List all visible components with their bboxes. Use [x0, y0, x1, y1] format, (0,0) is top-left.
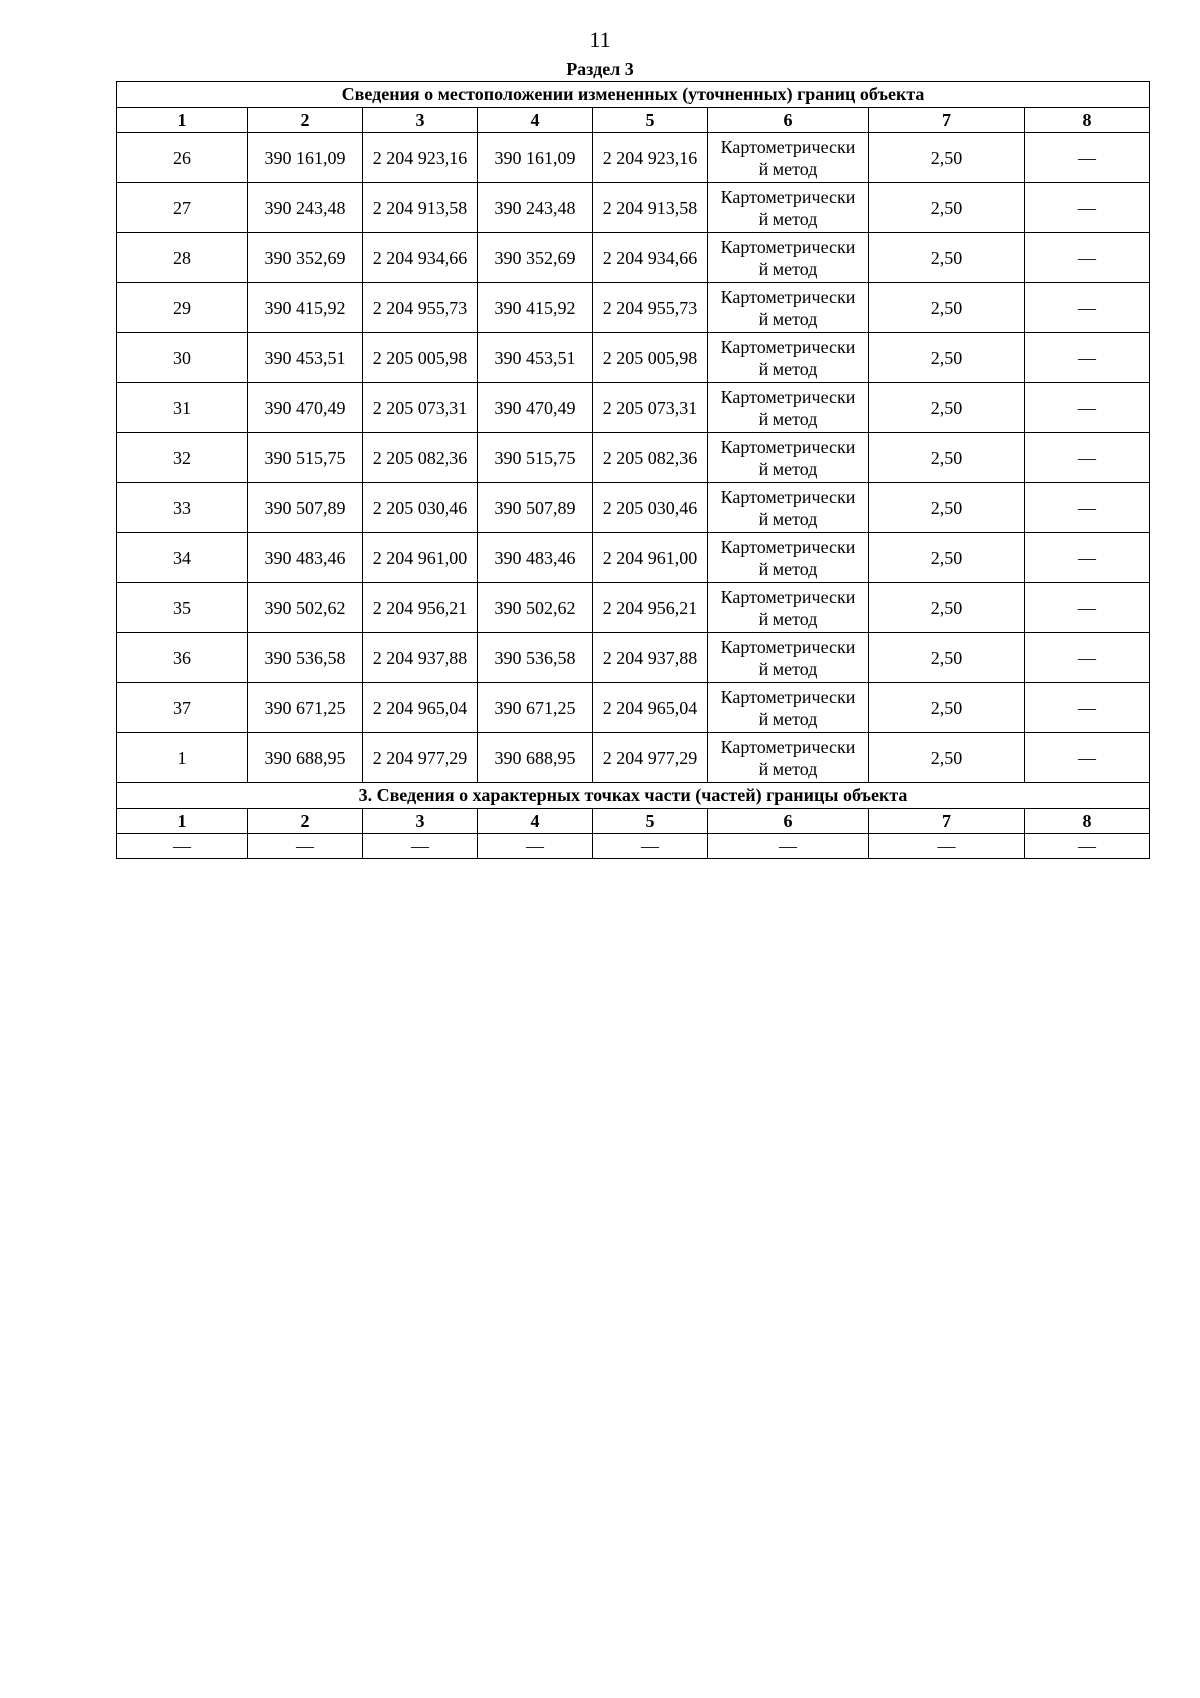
method-cell	[708, 133, 869, 183]
point-number-cell: 1	[117, 733, 248, 783]
x-coordinate-cell: 390 161,09	[248, 133, 363, 183]
point-number-cell: 28	[117, 233, 248, 283]
point-number-cell: 32	[117, 433, 248, 483]
y-coordinate-cell: 2 204 937,88	[363, 633, 478, 683]
method-line-2: й метод	[758, 458, 818, 479]
note-cell: —	[1025, 383, 1150, 433]
point-number-cell: 31	[117, 383, 248, 433]
dash-cell: —	[1025, 834, 1150, 859]
method-line-2: й метод	[758, 708, 818, 729]
y-coordinate-new-cell: 2 204 977,29	[593, 733, 708, 783]
x-coordinate-new-cell: 390 243,48	[478, 183, 593, 233]
point-number-cell: 35	[117, 583, 248, 633]
note-cell: —	[1025, 283, 1150, 333]
method-line-2: й метод	[758, 758, 818, 779]
method-line-1: Картометрически	[720, 586, 856, 607]
y-coordinate-new-cell: 2 204 934,66	[593, 233, 708, 283]
y-coordinate-cell: 2 204 923,16	[363, 133, 478, 183]
method-line-2: й метод	[758, 608, 818, 629]
y-coordinate-cell: 2 205 005,98	[363, 333, 478, 383]
method-line-1: Картометрически	[720, 536, 856, 557]
method-line-1: Картометрически	[720, 236, 856, 257]
column-number-cell: 8	[1025, 809, 1150, 834]
point-number-cell: 36	[117, 633, 248, 683]
x-coordinate-cell: 390 483,46	[248, 533, 363, 583]
dash-cell: —	[363, 834, 478, 859]
table-row	[117, 733, 1150, 783]
accuracy-cell: 2,50	[869, 433, 1025, 483]
y-coordinate-cell: 2 204 956,21	[363, 583, 478, 633]
x-coordinate-cell: 390 536,58	[248, 633, 363, 683]
page-number: 11	[589, 27, 611, 52]
point-number-cell: 26	[117, 133, 248, 183]
column-number-cell: 8	[1025, 108, 1150, 133]
method-line-1: Картометрически	[720, 386, 856, 407]
method-line-1: Картометрически	[720, 186, 856, 207]
table-row	[117, 633, 1150, 683]
dash-cell: —	[708, 834, 869, 859]
table-banner: Сведения о местоположении измененных (уточненных) границ объекта	[117, 82, 1150, 108]
table-row	[117, 533, 1150, 583]
method-cell	[708, 733, 869, 783]
method-cell	[708, 333, 869, 383]
dash-cell: —	[593, 834, 708, 859]
empty-data-row	[117, 834, 1150, 859]
y-coordinate-new-cell: 2 204 937,88	[593, 633, 708, 683]
x-coordinate-cell: 390 688,95	[248, 733, 363, 783]
column-number-cell: 6	[708, 108, 869, 133]
column-number-cell: 3	[363, 809, 478, 834]
y-coordinate-new-cell: 2 204 955,73	[593, 283, 708, 333]
table-banner-row	[117, 783, 1150, 809]
y-coordinate-new-cell: 2 205 073,31	[593, 383, 708, 433]
x-coordinate-cell: 390 453,51	[248, 333, 363, 383]
method-cell	[708, 583, 869, 633]
y-coordinate-cell: 2 204 913,58	[363, 183, 478, 233]
method-line-1: Картометрически	[720, 486, 856, 507]
accuracy-cell: 2,50	[869, 583, 1025, 633]
accuracy-cell: 2,50	[869, 383, 1025, 433]
method-line-1: Картометрически	[720, 686, 856, 707]
note-cell: —	[1025, 633, 1150, 683]
dash-cell: —	[869, 834, 1025, 859]
column-number-cell: 1	[117, 809, 248, 834]
table-row	[117, 133, 1150, 183]
accuracy-cell: 2,50	[869, 183, 1025, 233]
method-line-2: й метод	[758, 558, 818, 579]
y-coordinate-new-cell: 2 204 923,16	[593, 133, 708, 183]
x-coordinate-cell: 390 502,62	[248, 583, 363, 633]
y-coordinate-cell: 2 204 934,66	[363, 233, 478, 283]
x-coordinate-cell: 390 243,48	[248, 183, 363, 233]
column-number-cell: 2	[248, 809, 363, 834]
point-number-cell: 27	[117, 183, 248, 233]
note-cell: —	[1025, 433, 1150, 483]
method-cell	[708, 183, 869, 233]
x-coordinate-new-cell: 390 483,46	[478, 533, 593, 583]
table-row	[117, 183, 1150, 233]
point-number-cell: 33	[117, 483, 248, 533]
accuracy-cell: 2,50	[869, 633, 1025, 683]
method-line-1: Картометрически	[720, 436, 856, 457]
note-cell: —	[1025, 183, 1150, 233]
x-coordinate-cell: 390 415,92	[248, 283, 363, 333]
boundary-points-table	[116, 81, 1150, 859]
x-coordinate-cell: 390 352,69	[248, 233, 363, 283]
method-cell	[708, 633, 869, 683]
point-number-cell: 30	[117, 333, 248, 383]
table-row	[117, 233, 1150, 283]
accuracy-cell: 2,50	[869, 533, 1025, 583]
method-cell	[708, 433, 869, 483]
x-coordinate-new-cell: 390 507,89	[478, 483, 593, 533]
column-number-cell: 4	[478, 809, 593, 834]
section-title: Раздел 3	[566, 59, 634, 79]
x-coordinate-new-cell: 390 161,09	[478, 133, 593, 183]
x-coordinate-new-cell: 390 453,51	[478, 333, 593, 383]
method-cell	[708, 233, 869, 283]
table-row	[117, 433, 1150, 483]
column-number-cell: 5	[593, 108, 708, 133]
note-cell: —	[1025, 133, 1150, 183]
x-coordinate-cell: 390 515,75	[248, 433, 363, 483]
y-coordinate-cell: 2 205 073,31	[363, 383, 478, 433]
note-cell: —	[1025, 333, 1150, 383]
method-line-2: й метод	[758, 408, 818, 429]
x-coordinate-new-cell: 390 536,58	[478, 633, 593, 683]
table-banner: 3. Сведения о характерных точках части (частей) границы объекта	[117, 783, 1150, 809]
x-coordinate-new-cell: 390 688,95	[478, 733, 593, 783]
method-line-2: й метод	[758, 658, 818, 679]
x-coordinate-cell: 390 470,49	[248, 383, 363, 433]
accuracy-cell: 2,50	[869, 483, 1025, 533]
point-number-cell: 29	[117, 283, 248, 333]
dash-cell: —	[117, 834, 248, 859]
y-coordinate-cell: 2 204 965,04	[363, 683, 478, 733]
x-coordinate-new-cell: 390 470,49	[478, 383, 593, 433]
y-coordinate-new-cell: 2 205 082,36	[593, 433, 708, 483]
table-row	[117, 483, 1150, 533]
x-coordinate-cell: 390 507,89	[248, 483, 363, 533]
table-row	[117, 683, 1150, 733]
x-coordinate-new-cell: 390 502,62	[478, 583, 593, 633]
y-coordinate-new-cell: 2 204 913,58	[593, 183, 708, 233]
note-cell: —	[1025, 483, 1150, 533]
point-number-cell: 34	[117, 533, 248, 583]
method-cell	[708, 483, 869, 533]
accuracy-cell: 2,50	[869, 233, 1025, 283]
method-line-2: й метод	[758, 208, 818, 229]
column-number-cell: 2	[248, 108, 363, 133]
note-cell: —	[1025, 583, 1150, 633]
accuracy-cell: 2,50	[869, 133, 1025, 183]
column-number-row	[117, 809, 1150, 834]
table-body	[117, 82, 1150, 859]
note-cell: —	[1025, 533, 1150, 583]
x-coordinate-new-cell: 390 671,25	[478, 683, 593, 733]
x-coordinate-new-cell: 390 515,75	[478, 433, 593, 483]
x-coordinate-cell: 390 671,25	[248, 683, 363, 733]
y-coordinate-new-cell: 2 205 030,46	[593, 483, 708, 533]
x-coordinate-new-cell: 390 415,92	[478, 283, 593, 333]
point-number-cell: 37	[117, 683, 248, 733]
accuracy-cell: 2,50	[869, 283, 1025, 333]
y-coordinate-new-cell: 2 205 005,98	[593, 333, 708, 383]
method-line-1: Картометрически	[720, 336, 856, 357]
table-row	[117, 383, 1150, 433]
accuracy-cell: 2,50	[869, 733, 1025, 783]
method-line-2: й метод	[758, 308, 818, 329]
column-number-cell: 7	[869, 809, 1025, 834]
column-number-cell: 3	[363, 108, 478, 133]
method-cell	[708, 683, 869, 733]
method-line-2: й метод	[758, 508, 818, 529]
method-line-1: Картометрически	[720, 636, 856, 657]
method-line-2: й метод	[758, 158, 818, 179]
y-coordinate-new-cell: 2 204 965,04	[593, 683, 708, 733]
method-line-2: й метод	[758, 358, 818, 379]
method-line-1: Картометрически	[720, 286, 856, 307]
dash-cell: —	[248, 834, 363, 859]
table-row	[117, 283, 1150, 333]
dash-cell: —	[478, 834, 593, 859]
column-number-cell: 6	[708, 809, 869, 834]
accuracy-cell: 2,50	[869, 683, 1025, 733]
y-coordinate-cell: 2 204 977,29	[363, 733, 478, 783]
y-coordinate-cell: 2 205 030,46	[363, 483, 478, 533]
table-row	[117, 333, 1150, 383]
method-cell	[708, 383, 869, 433]
note-cell: —	[1025, 733, 1150, 783]
y-coordinate-new-cell: 2 204 956,21	[593, 583, 708, 633]
column-number-cell: 1	[117, 108, 248, 133]
y-coordinate-cell: 2 204 955,73	[363, 283, 478, 333]
column-number-cell: 7	[869, 108, 1025, 133]
y-coordinate-new-cell: 2 204 961,00	[593, 533, 708, 583]
column-number-row	[117, 108, 1150, 133]
y-coordinate-cell: 2 204 961,00	[363, 533, 478, 583]
method-line-1: Картометрически	[720, 736, 856, 757]
note-cell: —	[1025, 233, 1150, 283]
column-number-cell: 4	[478, 108, 593, 133]
method-line-2: й метод	[758, 258, 818, 279]
table-row	[117, 583, 1150, 633]
method-cell	[708, 283, 869, 333]
method-cell	[708, 533, 869, 583]
note-cell: —	[1025, 683, 1150, 733]
column-number-cell: 5	[593, 809, 708, 834]
table-banner-row	[117, 82, 1150, 108]
accuracy-cell: 2,50	[869, 333, 1025, 383]
method-line-1: Картометрически	[720, 136, 856, 157]
x-coordinate-new-cell: 390 352,69	[478, 233, 593, 283]
y-coordinate-cell: 2 205 082,36	[363, 433, 478, 483]
